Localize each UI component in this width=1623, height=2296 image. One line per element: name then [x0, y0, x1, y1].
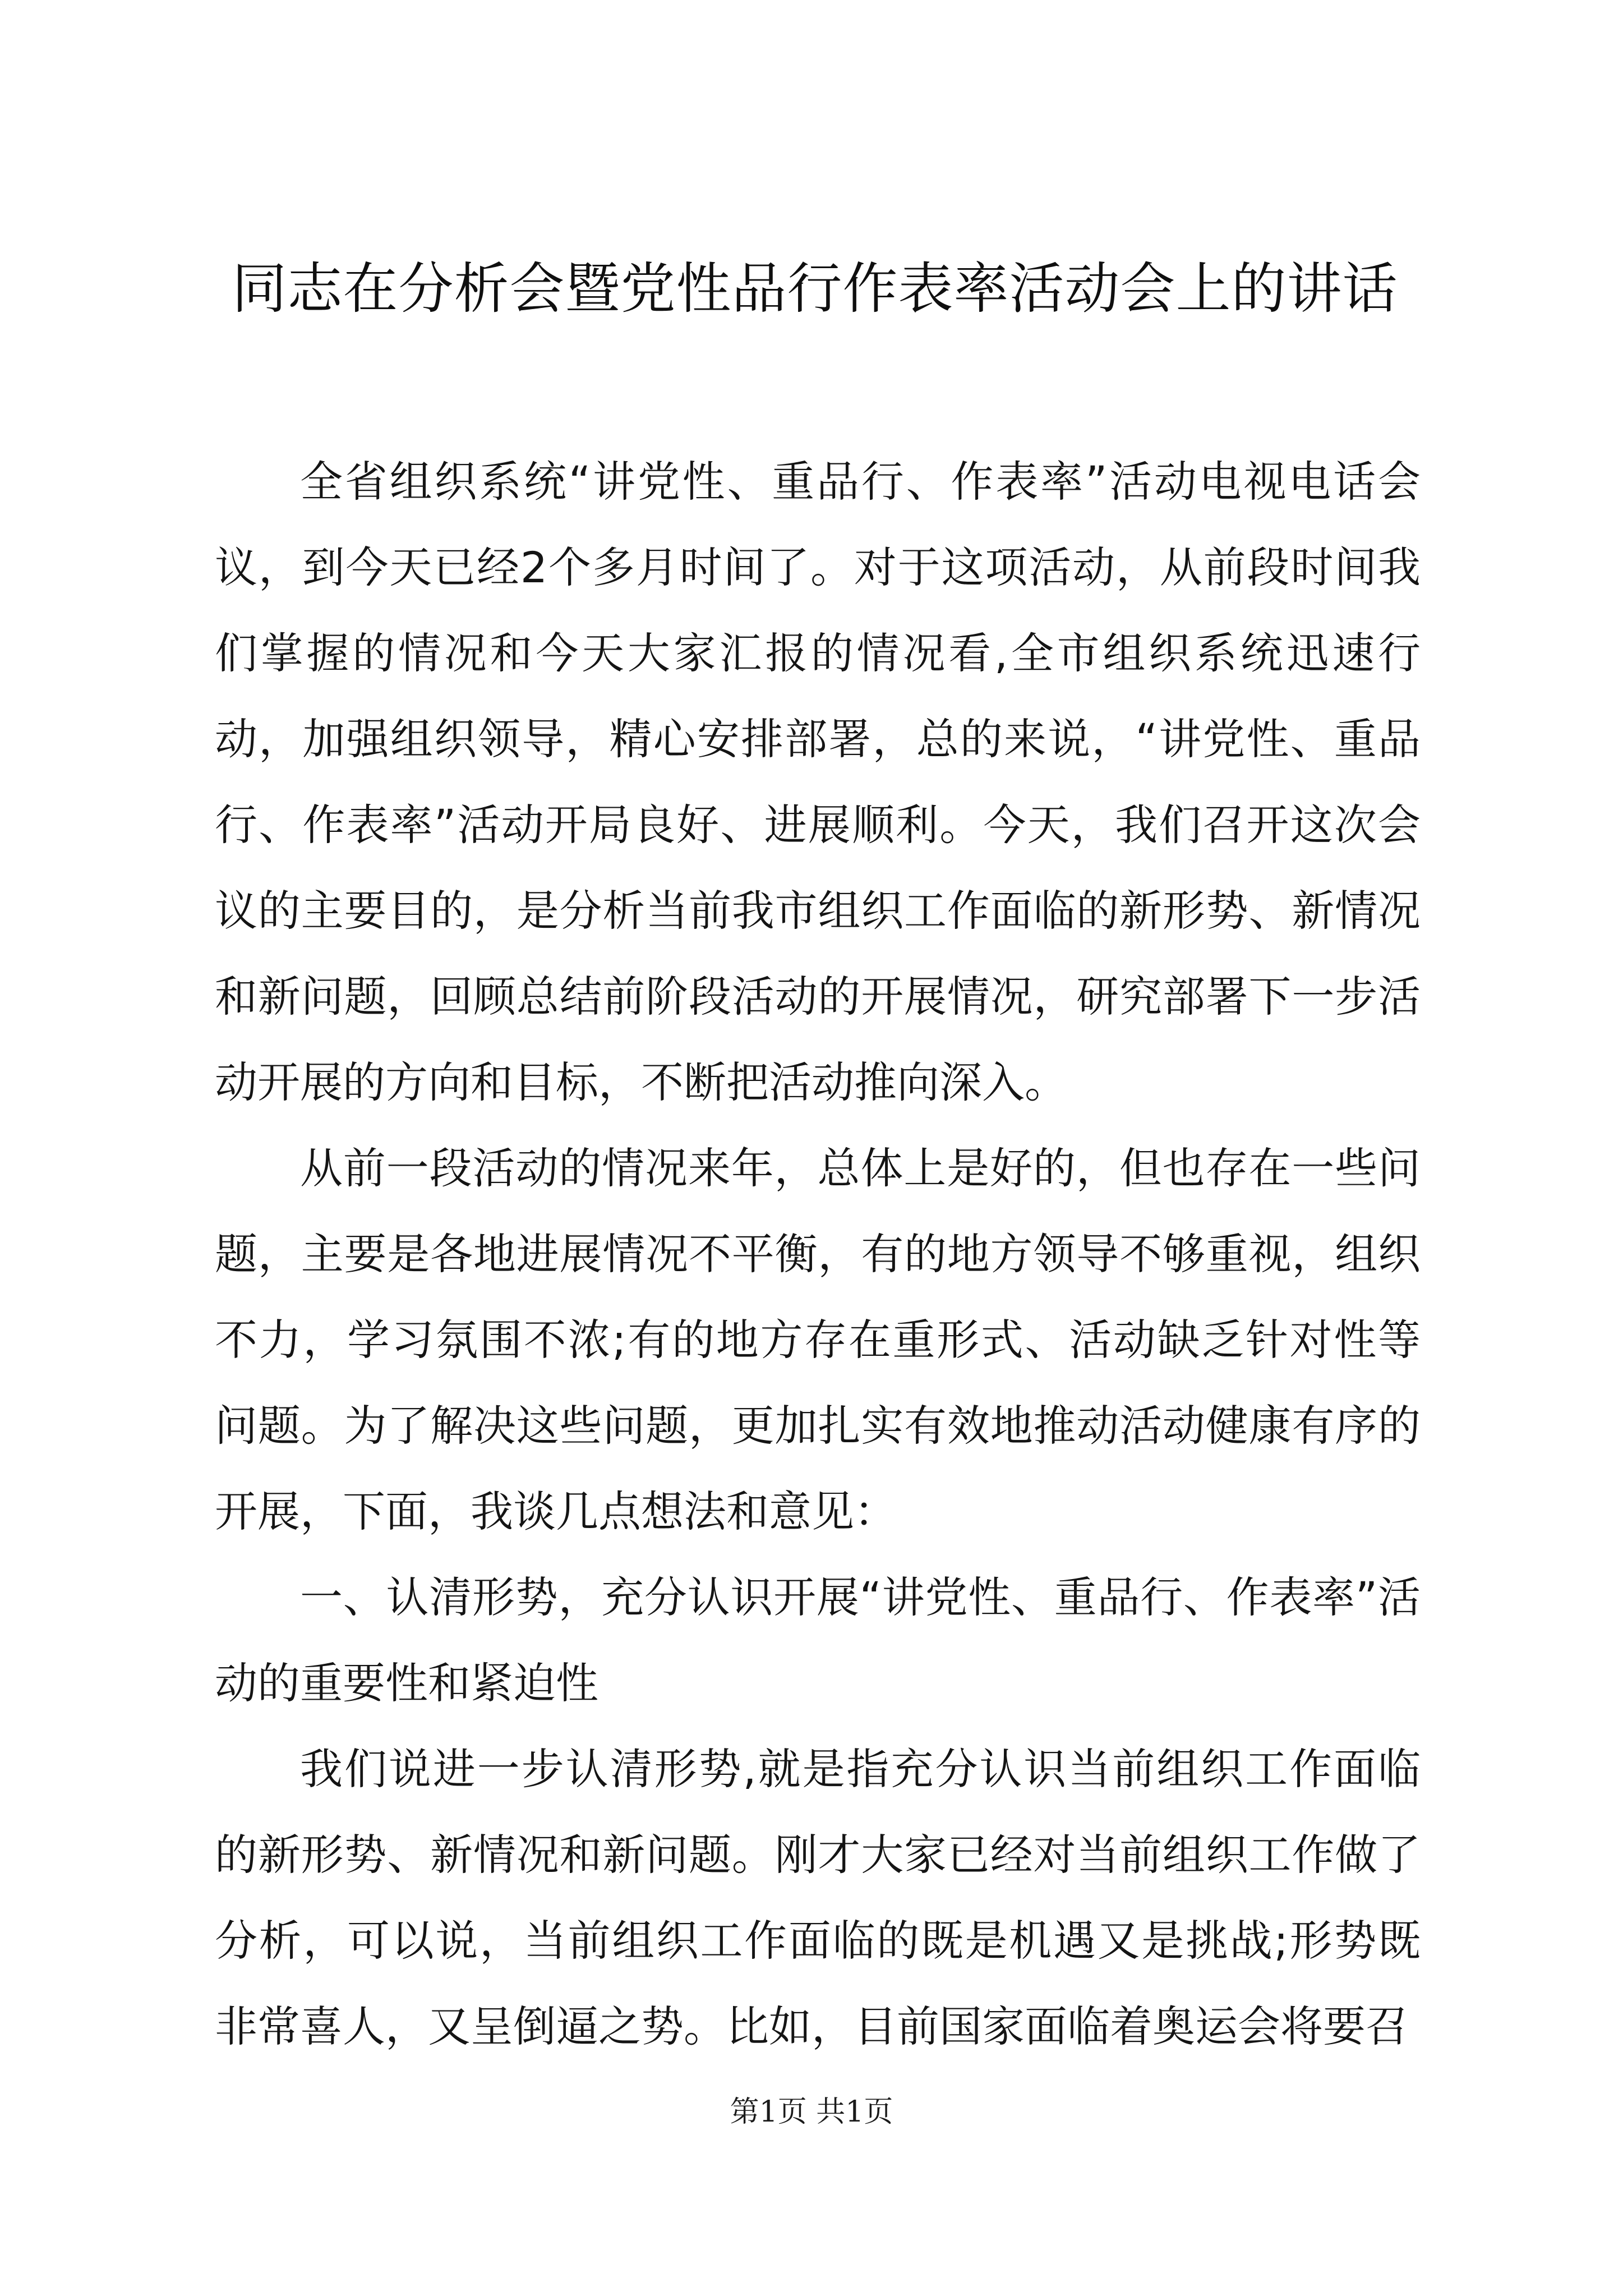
document-body: [215, 439, 1421, 2069]
paragraph-problems: 从前一段活动的情况来年，总体上是好的，但也存在一些问题，主要是各地进展情况不平衡，有的地方领导不够重视，组织不力，学习氛围不浓;有的地方存在重形式、活动缺乏针对性等问题。为了解决这些问题，更加扎实有效地推动活动健康有序的开展，下面，我谈几点想法和意见：: [215, 1143, 1421, 1536]
document-title: 同志在分析会暨党性品行作表率活动会上的讲话: [232, 257, 1398, 321]
section-heading-1: 一、认清形势，充分认识开展“讲党性、重品行、作表率”活动的重要性和紧迫性: [215, 1572, 1421, 1708]
paragraph-intro: 全省组织系统“讲党性、重品行、作表率”活动电视电话会议，到今天已经2个多月时间了。对于这项活动，从前段时间我们掌握的情况和今天大家汇报的情况看,全市组织系统迅速行动，加强组织领导，精心安排部署，总的来说，“讲党性、重品行、作表率”活动开局良好、进展顺利。今天，我们召开这次会议的主要目的，是分析当前我市组织工作面临的新形势、新情况和新问题，回顾总结前阶段活动的开展情况，研究部署下一步活动开展的方向和目标，不断把活动推向深入。: [215, 457, 1421, 1107]
paragraph-situation: 我们说进一步认清形势,就是指充分认识当前组织工作面临的新形势、新情况和新问题。刚才大家已经对当前组织工作做了分析，可以说，当前组织工作面临的既是机遇又是挑战;形势既非常喜人，又呈倒逼之势。比如，目前国家面临着奥运会将要召: [215, 1744, 1421, 2051]
page-number-footer: 第1页 共1页: [730, 2095, 893, 2129]
